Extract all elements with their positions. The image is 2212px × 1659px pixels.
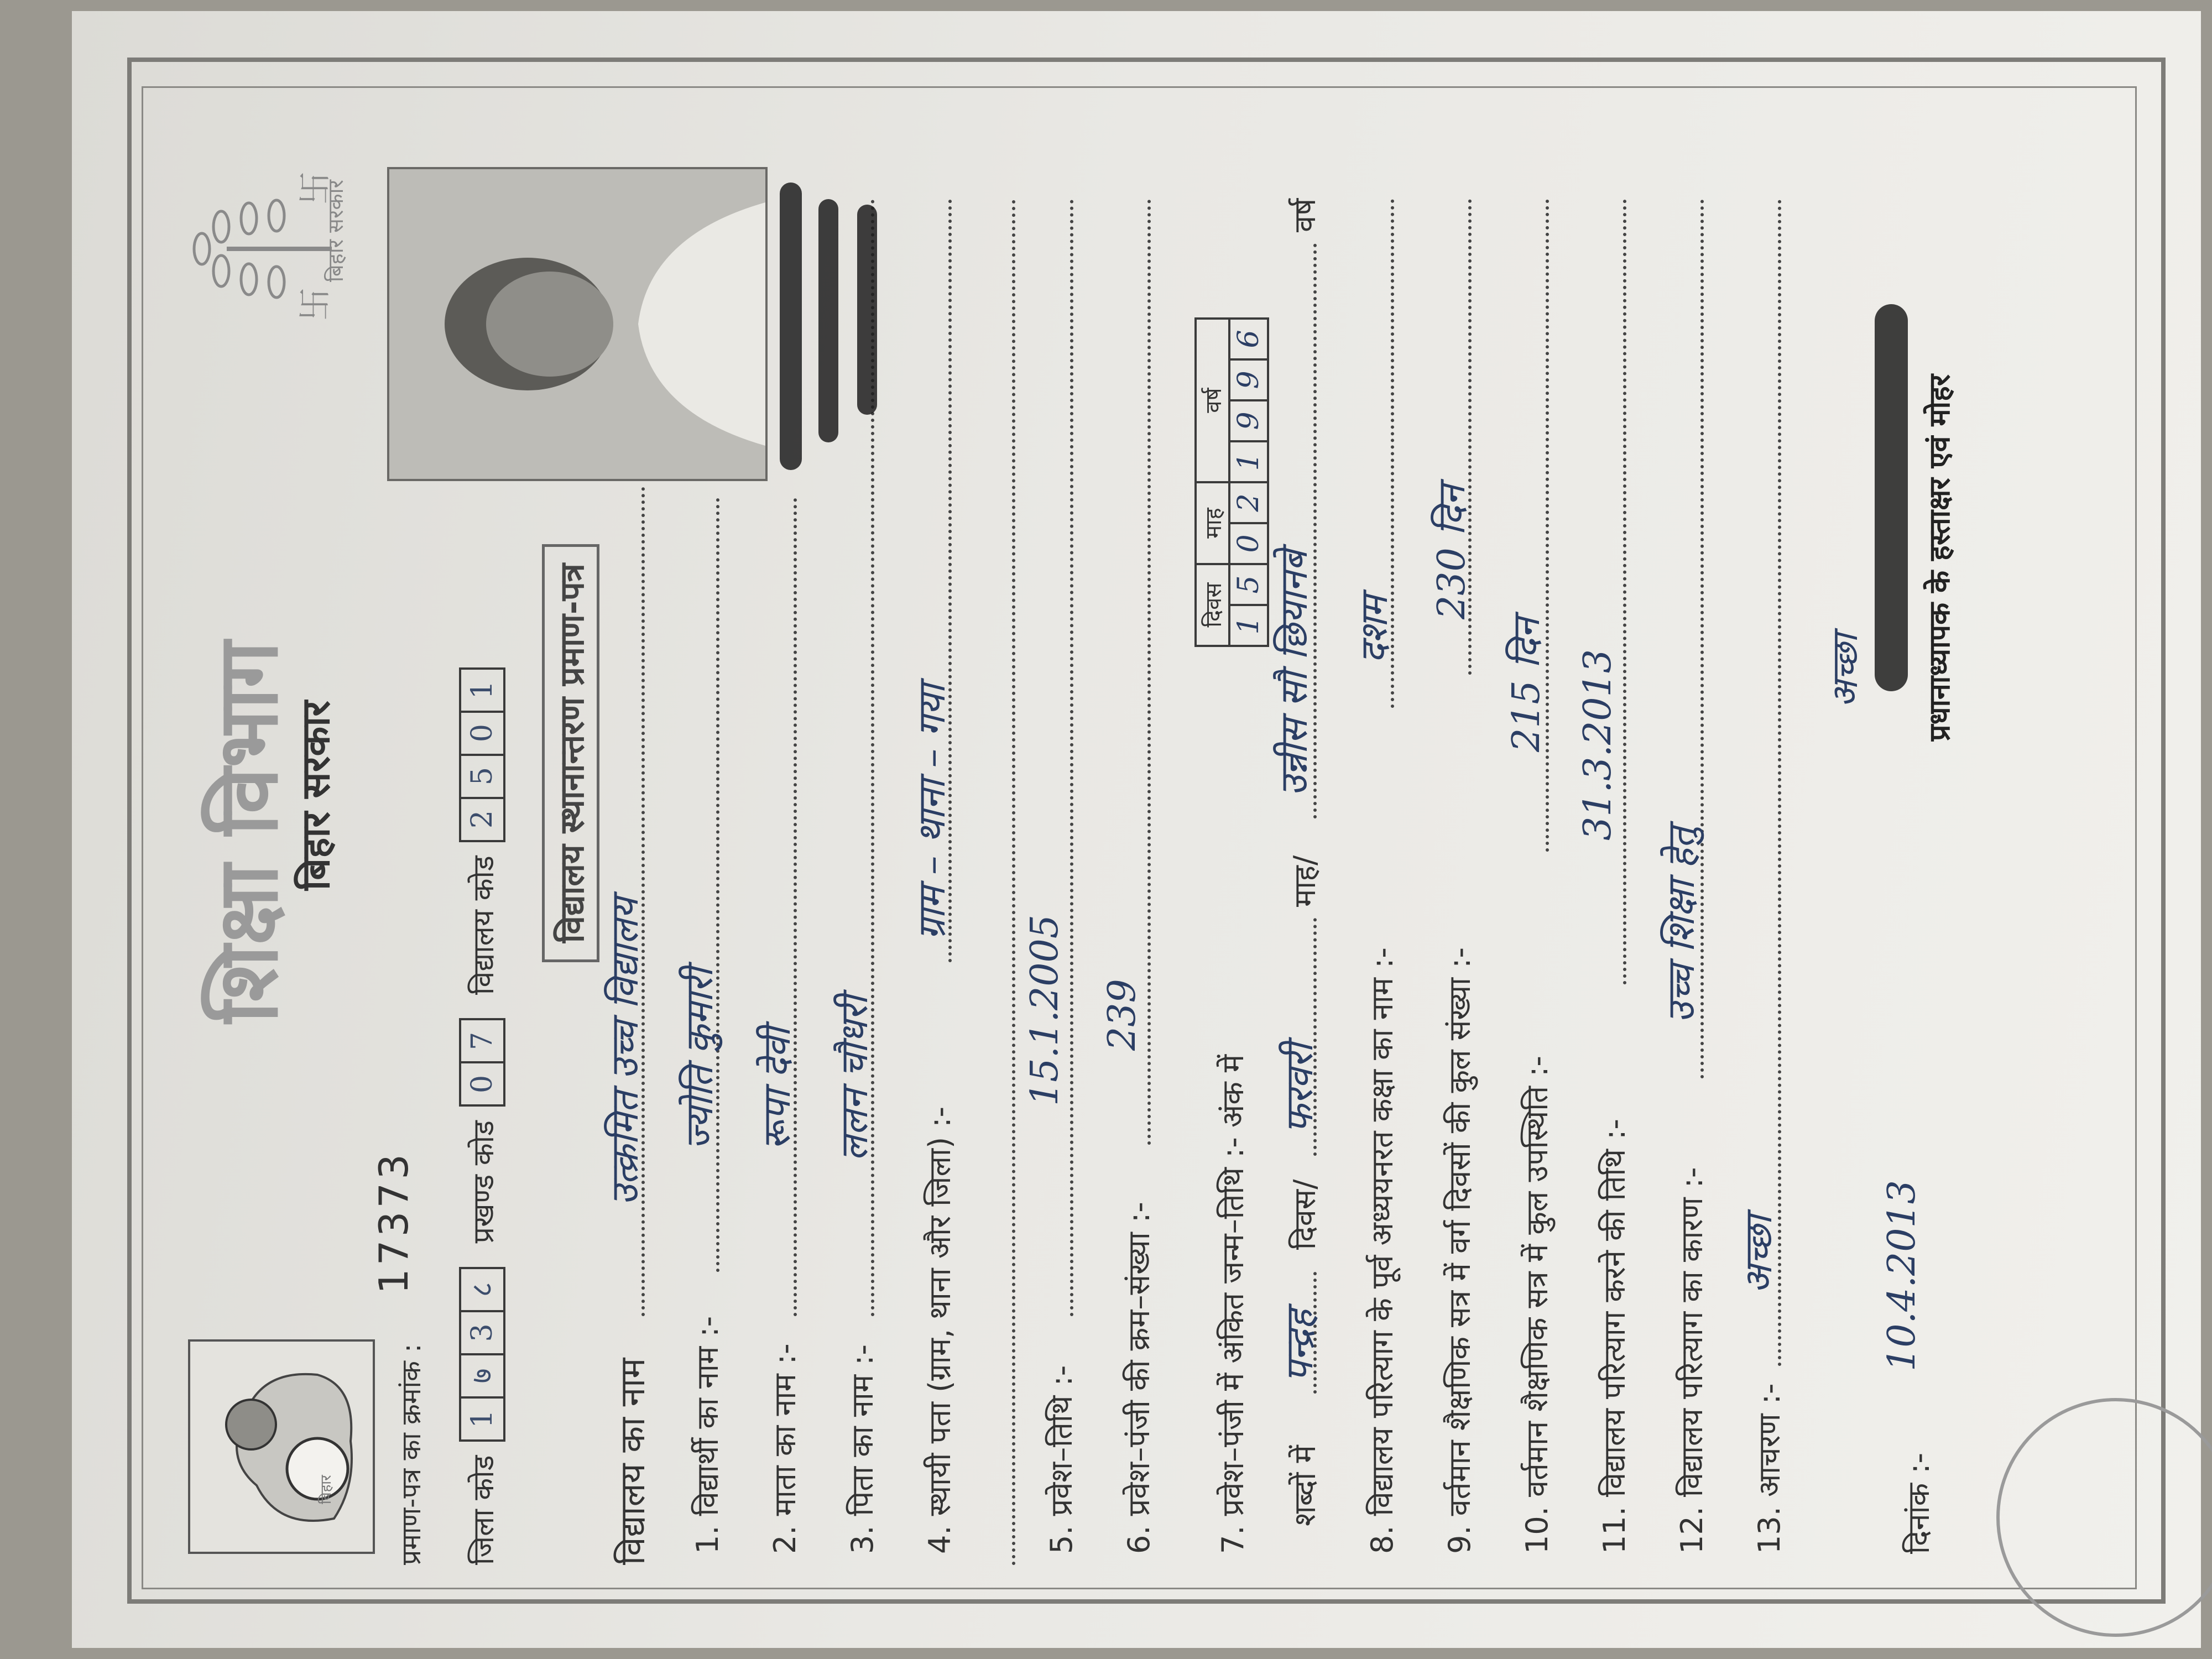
serial-number: 17373 (371, 1150, 417, 1294)
codes-row (459, 653, 505, 1565)
address-line-2 (1012, 199, 1015, 1565)
reason-label: 12. विद्यालय परित्याग का कारण :- (1674, 1167, 1709, 1554)
leaving-date-label: 11. विद्यालय परित्याग करने की तिथि :- (1597, 1119, 1632, 1554)
district-code-boxes (459, 1267, 505, 1439)
admission-date-value: 15.1.2005 (1023, 914, 1067, 1106)
dob-year-digit: 1 (1229, 441, 1268, 482)
school-name-label: विद्यालय का नाम (612, 1358, 653, 1565)
redaction-mark (780, 182, 802, 470)
stamp-ink (1875, 304, 1908, 691)
tree-icon (177, 166, 343, 332)
school-digit: 5 (459, 754, 505, 799)
certificate-title: विद्यालय स्थानान्तरण प्रमाण-पत्र (542, 544, 599, 962)
student-photo (387, 167, 768, 481)
block-digit: 0 (459, 1061, 505, 1107)
dob-year-suffix: वर्ष (1287, 198, 1322, 232)
dob-day-header: दिवस (1196, 564, 1229, 646)
department-title: शिक्षा विभाग (199, 641, 296, 1023)
certificate (127, 55, 2173, 1604)
admission-date-label: 5. प्रवेश–तिथि :- (1044, 1365, 1079, 1554)
mother-name-line (794, 498, 797, 1316)
conduct-line (1778, 199, 1781, 1366)
register-no-label: 6. प्रवेश–पंजी की क्रम–संख्या :- (1121, 1202, 1156, 1554)
dob-year-digit: 9 (1229, 400, 1268, 441)
dob-month-words: फरवरी (1278, 1043, 1322, 1134)
photo-image (389, 169, 765, 479)
district-digit: ७ (459, 1353, 505, 1399)
date-value: 10.4.2013 (1880, 1180, 1924, 1371)
block-digit: 7 (459, 1018, 505, 1063)
dob-day-digit: 5 (1229, 564, 1268, 605)
dob-year-digit: 9 (1229, 359, 1268, 400)
dob-day-words: पन्द्रह (1278, 1310, 1322, 1383)
student-name-label: 1. विद्यार्थी का नाम :- (690, 1316, 725, 1554)
svg-text:卐: 卐 (296, 288, 335, 321)
reason-value: उच्च शिक्षा हेतु (1660, 827, 1703, 1023)
dob-year-words: उन्नीस सौ छियानबे (1272, 550, 1316, 796)
headmaster-signature: अच्छा (1825, 634, 1866, 708)
district-digit: ८ (459, 1267, 505, 1312)
serial-label: प्रमाण-पत्र का क्रमांक : (396, 1343, 427, 1565)
address-value: ग्राम – थाना – गया (910, 684, 954, 940)
block-code-label: प्रखण्ड कोड (467, 1120, 500, 1244)
tree-logo (177, 166, 343, 332)
mother-name-label: 2. माता का नाम :- (768, 1343, 802, 1554)
register-no-value: 239 (1100, 979, 1144, 1051)
attendance-value: 215 दिन (1505, 618, 1548, 752)
student-name-value: ज्योति कुमारी (678, 968, 722, 1150)
dob-month-header: माह (1196, 482, 1229, 564)
school-name-value: उत्क्रमित उच्च विद्यालय (603, 898, 647, 1206)
dob-table (1194, 317, 1269, 647)
svg-text:卐: 卐 (296, 171, 335, 205)
district-code-label: जिला कोड (467, 1455, 500, 1565)
class-label: 8. विद्यालय परित्याग के पूर्व अध्ययनरत कक्षा का नाम :- (1365, 947, 1400, 1554)
school-code-boxes (459, 667, 505, 840)
bihar-emblem (188, 1339, 375, 1554)
leaving-date-value: 31.3.2013 (1576, 649, 1620, 841)
dob-month-suffix: माह/ (1287, 855, 1322, 907)
address-label: 4. स्थायी पता (ग्राम, थाना और जिला) :- (922, 1107, 957, 1554)
conduct-label: 13. आचरण :- (1752, 1383, 1787, 1554)
school-digit: 1 (459, 667, 505, 713)
attendance-line (1546, 199, 1549, 852)
date-label: दिनांक :- (1901, 1453, 1936, 1554)
district-digit: 1 (459, 1396, 505, 1442)
government-title: बिहार सरकार (293, 701, 338, 890)
school-code-label: विद्यालय कोड (467, 855, 500, 995)
dob-label: 7. प्रवेश–पंजी में अंकित जन्म–तिथि :- अंक में (1215, 1054, 1250, 1554)
father-name-value: ललन चौधरी (833, 995, 877, 1161)
dob-day-digit: 1 (1229, 605, 1268, 646)
dob-year-digit: 6 (1229, 319, 1268, 359)
working-days-label: 9. वर्तमान शैक्षणिक सत्र में वर्ग दिवसों की कुल संख्या :- (1442, 947, 1477, 1554)
school-digit: 2 (459, 797, 505, 842)
dob-day-suffix: दिवस/ (1287, 1179, 1322, 1250)
block-code-boxes (459, 1018, 505, 1104)
logo-caption: बिहार सरकार (324, 180, 348, 282)
school-digit: 0 (459, 711, 505, 756)
class-value: दशम (1353, 595, 1396, 664)
dob-month-digit: 0 (1229, 523, 1268, 564)
conduct-value: अच्छा (1737, 1215, 1781, 1294)
student-name-line (716, 498, 719, 1272)
dob-year-header: वर्ष (1196, 319, 1229, 482)
leaving-date-line (1623, 199, 1626, 984)
district-digit: 3 (459, 1310, 505, 1355)
redaction-mark (818, 199, 838, 442)
dob-words-label: शब्दों में (1287, 1445, 1322, 1526)
mother-name-value: रूपा देवी (755, 1027, 799, 1150)
working-days-value: 230 दिन (1430, 485, 1474, 619)
attendance-label: 10. वर्तमान शैक्षणिक सत्र में कुल उपस्थिति :- (1520, 1056, 1554, 1554)
father-name-label: 3. पिता का नाम :- (845, 1344, 880, 1554)
redaction-mark (857, 205, 877, 415)
emblem-caption: बिहार (318, 1475, 335, 1504)
dob-month-digit: 2 (1229, 482, 1268, 523)
admission-date-line (1070, 199, 1073, 1316)
signature-caption: प्रधानाध्यापक के हस्ताक्षर एवं मोहर (1923, 374, 1957, 741)
emblem-icon (190, 1342, 373, 1552)
register-no-line (1147, 199, 1151, 1145)
